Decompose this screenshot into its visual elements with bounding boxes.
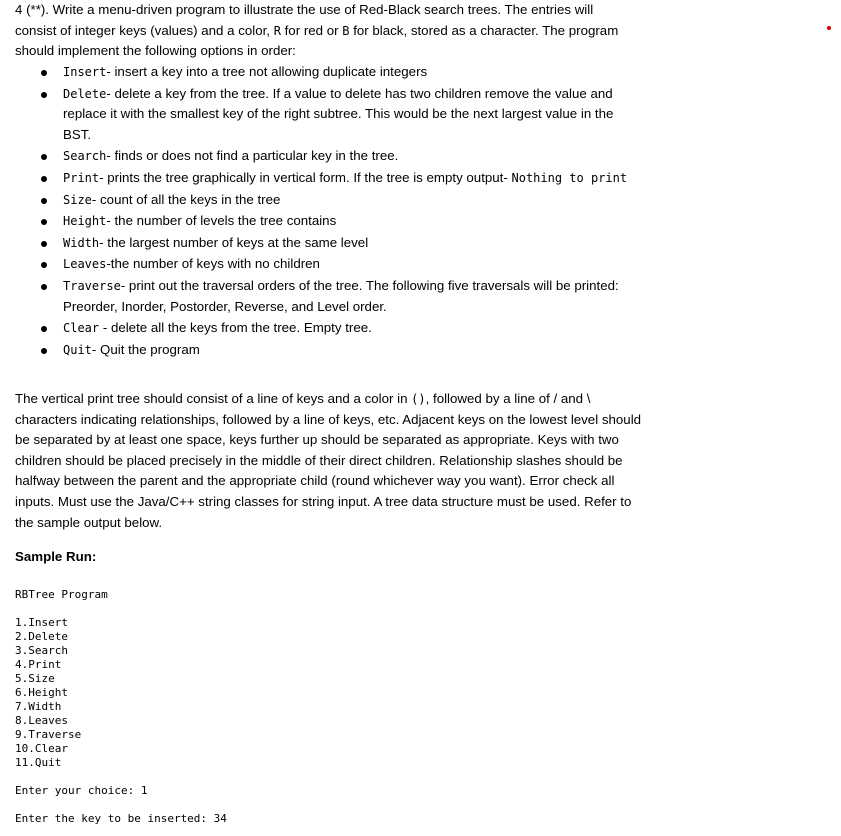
red-dot-marker (827, 26, 831, 30)
option-code: Height (63, 214, 107, 229)
option-code: Width (63, 235, 100, 250)
menu-line: 6.Height (15, 686, 68, 699)
option-code: Size (63, 192, 92, 207)
option-text: -the number of keys with no children (106, 256, 320, 272)
intro-paragraph (15, 0, 835, 62)
option-code: Leaves (63, 257, 107, 272)
option-text: - Quit the program (91, 341, 200, 357)
bullet-icon (41, 219, 47, 225)
option-text: - delete a key from the tree. If a value to delete has two children remove the value and replace it with the smallest key of the right subtree. This would be the next largest value in the BST. (63, 85, 614, 142)
menu-line: 2.Delete (15, 630, 68, 643)
sample-output (15, 588, 227, 826)
option-insert (15, 62, 643, 83)
vertical-print-paragraph (15, 389, 645, 533)
option-text: - print out the traversal orders of the tree. The following five traversals will be printed: Preorder, Inorder, Postorder, Reverse, and Level order. (63, 277, 619, 314)
intro-line-3: should implement the following options in order: (15, 43, 296, 59)
option-code: Delete (63, 86, 107, 101)
menu-line: 1.Insert (15, 616, 68, 629)
option-code: Search (63, 149, 107, 164)
option-code: Insert (63, 65, 107, 79)
menu-line: 9.Traverse (15, 728, 82, 741)
bullet-icon (41, 70, 47, 76)
option-code: Print (63, 170, 100, 185)
vertical-line-1 (15, 389, 645, 410)
menu-line: 5.Size (15, 672, 55, 685)
black-code: B (342, 23, 350, 38)
sample-run-heading: Sample Run: (15, 549, 97, 564)
vertical-text-a: The vertical print tree should consist of a line of keys and a color in (15, 391, 412, 406)
option-quit (15, 340, 643, 361)
option-text: - insert a key into a tree not allowing duplicate integers (106, 64, 428, 79)
bullet-icon (41, 92, 47, 98)
intro-line-2c: for black, stored as a character. The program (349, 22, 619, 38)
menu-line: 7.Width (15, 700, 62, 713)
option-code: Traverse (63, 278, 121, 293)
vertical-rest: characters indicating relationships, followed by a line of keys, etc. Adjacent keys on the lowest level should be separated by at least one space, keys further up should be separated as appropriate. Keys with two children should be placed precisely in the middle of their direct children. Relationship slashes should be halfway between the parent and the appropriate child (round whichever way you want). Error check all inputs. Must use the Java/C++ string classes for string input. A tree data structure must be used. Refer to the sample output below. (15, 411, 642, 530)
option-height (15, 211, 643, 232)
menu-line: 8.Leaves (15, 714, 68, 727)
option-traverse (15, 276, 643, 317)
menu-line: 10.Clear (15, 742, 68, 755)
option-code-2: Nothing to print (511, 170, 628, 185)
bullet-icon (41, 262, 47, 268)
option-delete (15, 84, 643, 146)
option-text: - count of all the keys in the tree (91, 191, 281, 207)
menu-line: 3.Search (15, 644, 68, 657)
option-text: - the number of levels the tree contains (106, 213, 337, 229)
bullet-icon (41, 154, 47, 160)
bullet-icon (41, 348, 47, 354)
bullet-icon (41, 326, 47, 332)
intro-line-2a: consist of integer keys (values) and a color, (15, 22, 274, 38)
option-code: Clear (63, 321, 100, 336)
red-code: R (273, 23, 281, 38)
choice-prompt: Enter your choice: 1 (15, 784, 148, 797)
bullet-icon (41, 176, 47, 182)
key-prompt: Enter the key to be inserted: 34 (15, 812, 227, 825)
vertical-text-b: , followed by a line of / and \ (425, 391, 591, 406)
option-text: - the largest number of keys at the same level (99, 234, 369, 250)
intro-line-2 (15, 21, 835, 42)
menu-line: 4.Print (15, 658, 62, 671)
sample-menu (15, 616, 227, 770)
paren-code: () (411, 392, 426, 406)
options-list (15, 62, 643, 360)
intro-line-1: 4 (**). Write a menu-driven program to illustrate the use of Red-Black search trees. The entries will (15, 2, 594, 17)
bullet-icon (41, 241, 47, 247)
option-width (15, 233, 643, 254)
option-print (15, 168, 643, 189)
sample-title: RBTree Program (15, 588, 108, 601)
menu-line: 11.Quit (15, 756, 62, 769)
option-size (15, 190, 643, 211)
option-text: - prints the tree graphically in vertical form. If the tree is empty output- (99, 169, 512, 185)
option-code: Quit (63, 342, 92, 357)
option-leaves (15, 254, 643, 275)
option-text: - finds or does not find a particular key in the tree. (106, 148, 399, 164)
option-search (15, 146, 643, 167)
intro-line-2b: for red or (280, 22, 343, 38)
bullet-icon (41, 284, 47, 290)
bullet-icon (41, 198, 47, 204)
option-text: - delete all the keys from the tree. Empty tree. (99, 320, 372, 336)
option-clear (15, 318, 643, 339)
